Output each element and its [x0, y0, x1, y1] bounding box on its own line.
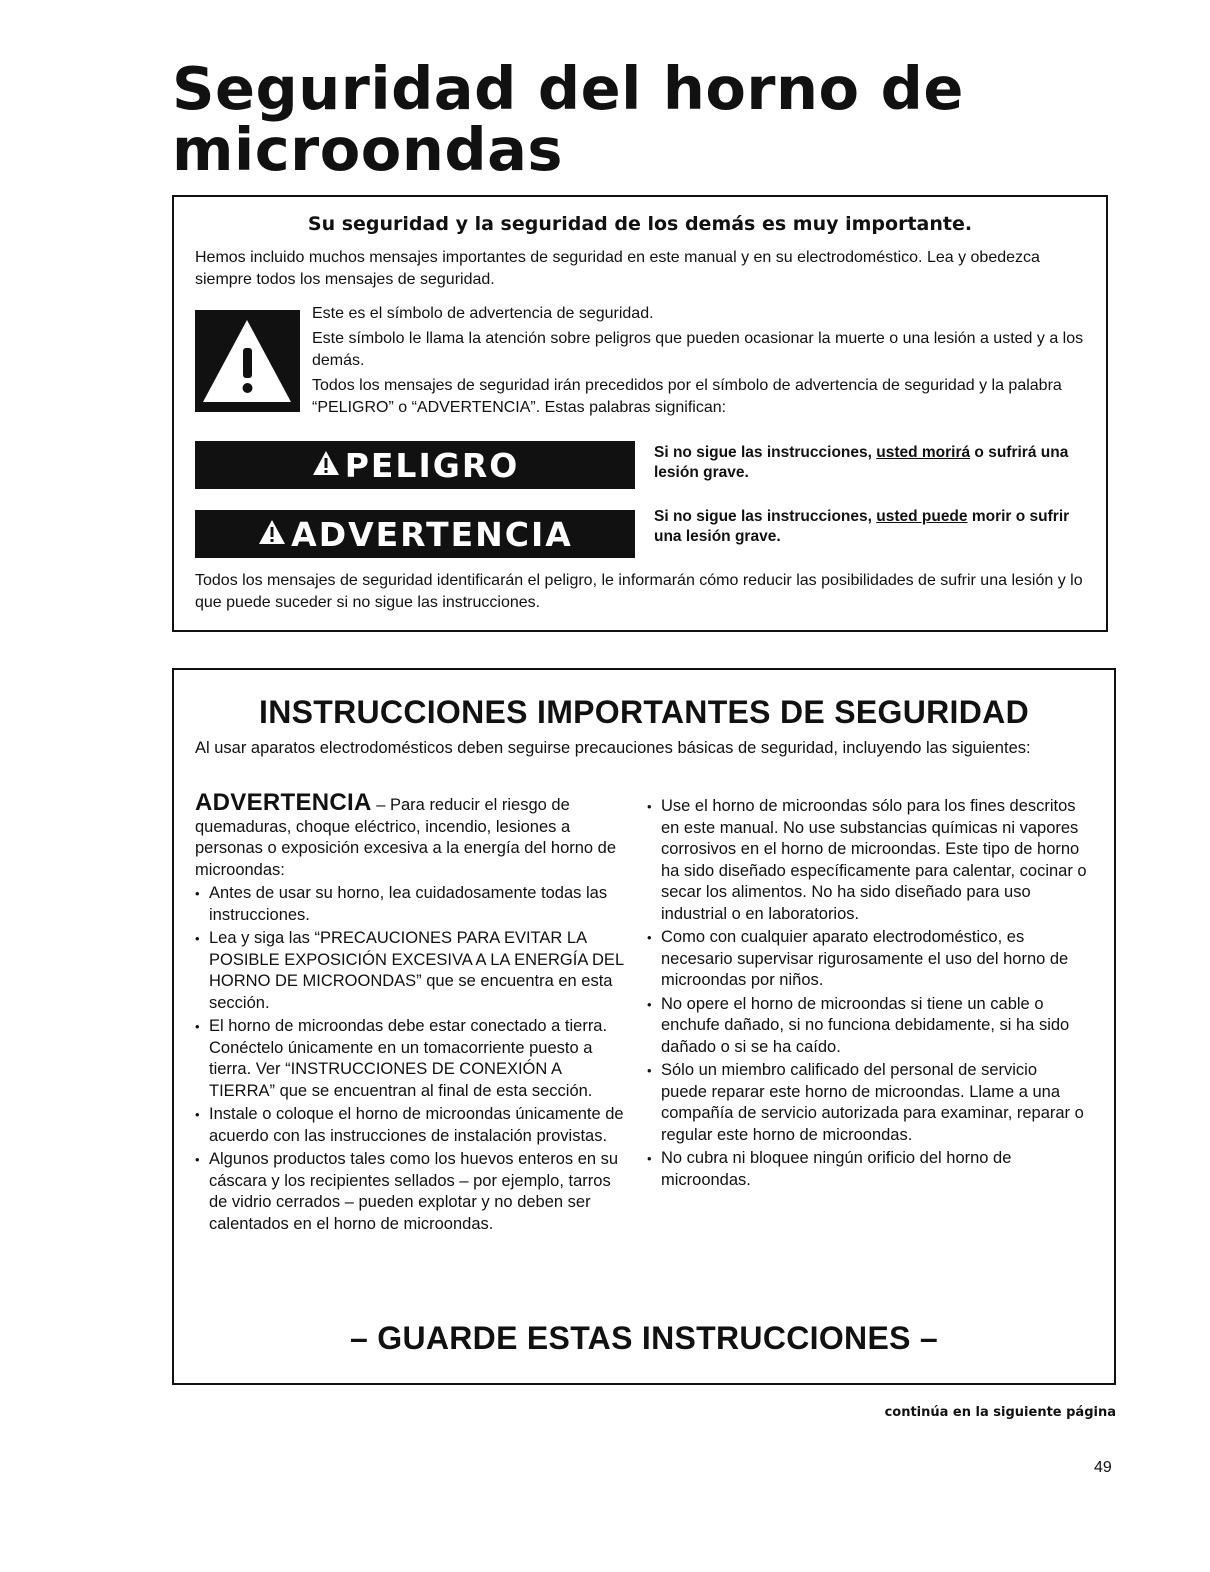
- advertencia-label: ADVERTENCIA: [291, 514, 573, 554]
- warning-lead-text: – Para reducir el riesgo de quemaduras, choque eléctrico, incendio, lesiones a personas o exposición excesiva a la energía del horno de microondas:: [195, 796, 617, 879]
- advertencia-desc-emphasis: usted puede: [876, 508, 968, 525]
- symbol-line: Todos los mensajes de seguridad irán precedidos por el símbolo de advertencia de seguridad y la palabra “PELIGRO” o “ADVERTENCIA”. Estas palabras significan:: [312, 377, 1062, 416]
- page-number: 49: [1094, 1459, 1112, 1476]
- peligro-desc-end: o sufrirá una lesión grave.: [654, 444, 1069, 481]
- page-title: Seguridad del horno de microondas: [172, 54, 964, 184]
- peligro-desc-text: Si no sigue las instrucciones,: [654, 444, 877, 461]
- safety-alert-symbol-icon: [195, 310, 300, 412]
- warning-triangle-icon: [257, 515, 287, 554]
- list-item: • Antes de usar su horno, lea cuidadosamente todas las instrucciones.: [195, 883, 625, 926]
- instructions-left-column: [195, 789, 625, 1237]
- peligro-label: PELIGRO: [344, 445, 520, 485]
- advertencia-description: [654, 507, 1094, 547]
- safety-subtitle: Su seguridad y la seguridad de los demás es muy importante.: [307, 213, 973, 235]
- instructions-right-column: [647, 796, 1087, 1193]
- warning-triangle-icon: [311, 446, 341, 485]
- instructions-heading: INSTRUCCIONES IMPORTANTES DE SEGURIDAD: [259, 694, 1029, 730]
- peligro-signal-banner: [195, 441, 635, 489]
- symbol-explanation: [312, 303, 1092, 422]
- save-instructions-footer: – GUARDE ESTAS INSTRUCCIONES –: [349, 1320, 939, 1356]
- right-bullet-list: [647, 796, 1087, 1191]
- continued-note: continúa en la siguiente página: [884, 1405, 1116, 1420]
- list-item: • No opere el horno de microondas si tiene un cable o enchufe dañado, si no funciona debidamente, si ha sido dañado o si se ha caído.: [647, 994, 1087, 1059]
- list-item: • El horno de microondas debe estar conectado a tierra. Conéctelo únicamente en un tomacorriente puesto a tierra. Ver “INSTRUCCIONES DE CONEXIÓN A TIERRA” que se encuentran al final de esta sección.: [195, 1016, 625, 1102]
- instructions-box: [172, 668, 1116, 1385]
- warning-paragraph: [195, 789, 625, 881]
- list-item: • Instale o coloque el horno de microondas únicamente de acuerdo con las instrucciones de instalación provistas.: [195, 1104, 625, 1147]
- safety-outro: Todos los mensajes de seguridad identificarán el peligro, le informarán cómo reducir las posibilidades de sufrir una lesión y lo que puede suceder si no sigue las instrucciones.: [195, 572, 1083, 611]
- symbol-line: Este símbolo le llama la atención sobre peligros que pueden ocasionar la muerte o una lesión a usted y a los demás.: [312, 330, 1084, 369]
- safety-intro: Hemos incluido muchos mensajes importantes de seguridad en este manual y en su electrodoméstico. Lea y obedezca siempre todos los mensajes de seguridad.: [195, 249, 1040, 288]
- advertencia-desc-text: Si no sigue las instrucciones,: [654, 508, 877, 525]
- peligro-desc-emphasis: usted morirá: [876, 444, 971, 461]
- safety-notice-box: [172, 195, 1108, 632]
- list-item: • Como con cualquier aparato electrodoméstico, es necesario supervisar rigurosamente el uso del horno de microondas por niños.: [647, 927, 1087, 992]
- advertencia-desc-end: morir o sufrir una lesión grave.: [654, 508, 1070, 545]
- left-bullet-list: [195, 883, 625, 1235]
- advertencia-signal-banner: [195, 510, 635, 558]
- instructions-lead: Al usar aparatos electrodomésticos deben seguirse precauciones básicas de seguridad, incluyendo las siguientes:: [195, 739, 1031, 757]
- symbol-line: Este es el símbolo de advertencia de seguridad.: [312, 305, 654, 322]
- list-item: • Use el horno de microondas sólo para los fines descritos en este manual. No use substancias químicas ni vapores corrosivos en el horno de microondas. Este tipo de horno ha sido diseñado específicamente para calentar, cocinar o secar los alimentos. No ha sido diseñado para uso industrial o en laboratorios.: [647, 796, 1087, 925]
- list-item: • Algunos productos tales como los huevos enteros en su cáscara y los recipientes sellados – por ejemplo, tarros de vidrio cerrados – pueden explotar y no deben ser calentados en el horno de microondas.: [195, 1149, 625, 1235]
- warning-word: ADVERTENCIA: [195, 789, 372, 816]
- list-item: • Lea y siga las “PRECAUCIONES PARA EVITAR LA POSIBLE EXPOSICIÓN EXCESIVA A LA ENERGÍA DEL HORNO DE MICROONDAS” que se encuentra en esta sección.: [195, 928, 625, 1014]
- list-item: • No cubra ni bloquee ningún orificio del horno de microondas.: [647, 1148, 1087, 1191]
- peligro-description: [654, 443, 1094, 483]
- list-item: • Sólo un miembro calificado del personal de servicio puede reparar este horno de microondas. Llame a una compañía de servicio autorizada para examinar, reparar o regular este horno de microondas.: [647, 1060, 1087, 1146]
